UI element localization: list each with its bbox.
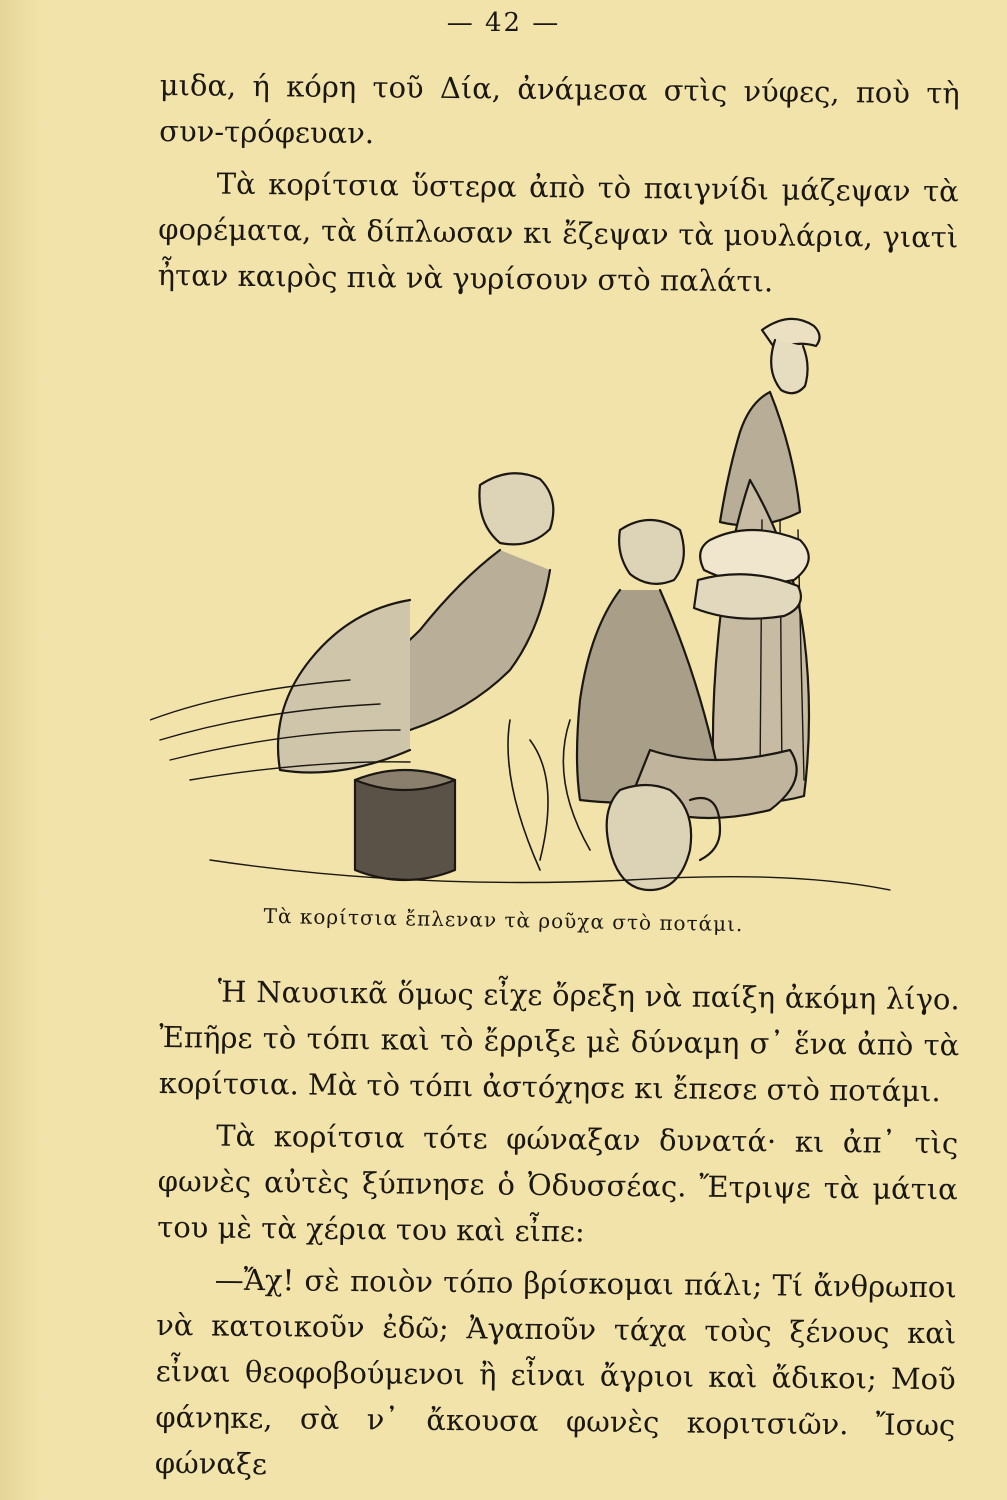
page-edge bbox=[0, 0, 40, 1500]
paragraph-3: Ἡ Ναυσικᾶ ὅμως εἶχε ὄρεξη νὰ παίξη ἀκόμη λίγο. Ἐπῆρε τὸ τόπι καὶ τὸ ἔρριξε μὲ δύναμη σ᾽ ἕνα ἀπὸ τὰ κορίτσια. Μὰ τὸ τόπι ἀστόχησε κι ἔπεσε στὸ ποτάμι. bbox=[158, 974, 960, 1109]
paragraph-2: Τὰ κορίτσια ὕστερα ἀπὸ τὸ παιγνίδι μάζεψαν τὰ φορέματα, τὰ δίπλωσαν κι ἔζεψαν τὰ μουλάρια, γιατὶ ἦταν καιρὸς πιὰ νὰ γυρίσουν στὸ παλάτι. bbox=[157, 166, 959, 299]
bottom-text-block bbox=[155, 968, 960, 1500]
paragraph-5: —Ἄχ! σὲ ποιὸν τόπο βρίσκομαι πάλι; Τί ἄνθρωποι νὰ κατοικοῦν ἐδῶ; Ἀγαποῦν τάχα τοὺς ξένους καὶ εἶναι θεοφοβούμενοι ἢ εἶναι ἄγριοι καὶ ἄδικοι; Μοῦ φάνηκε, σὰ ν᾽ ἄκουσα φωνὲς κοριτσιῶν. Ἴσως φώναξε bbox=[154, 1262, 957, 1482]
illustration-caption: Τὰ κορίτσια ἔπλεναν τὰ ροῦχα στὸ ποτάμι. bbox=[263, 903, 744, 937]
seated-woman-left bbox=[278, 473, 553, 772]
paragraph-4: Τὰ κορίτσια τότε φώναξαν δυνατά· κι ἀπ᾽ τὶς φωνὲς αὐτὲς ξύπνησε ὁ Ὀδυσσέας. Ἔτριψε τὰ μάτια του μὲ τὰ χέρια του καὶ εἶπε: bbox=[157, 1118, 959, 1249]
page-number: — 42 — bbox=[446, 8, 561, 38]
paragraph-1: μιδα, ή κόρη τοῦ Δία, ἀνάμεσα στὶς νύφες, ποὺ τὴ συν-τρόφευαν. bbox=[159, 67, 960, 151]
ground-line bbox=[210, 860, 890, 890]
laundry-pile bbox=[694, 530, 809, 619]
top-text-block bbox=[157, 62, 959, 312]
illustration-girls-washing-clothes bbox=[150, 300, 930, 900]
basket bbox=[355, 770, 455, 880]
